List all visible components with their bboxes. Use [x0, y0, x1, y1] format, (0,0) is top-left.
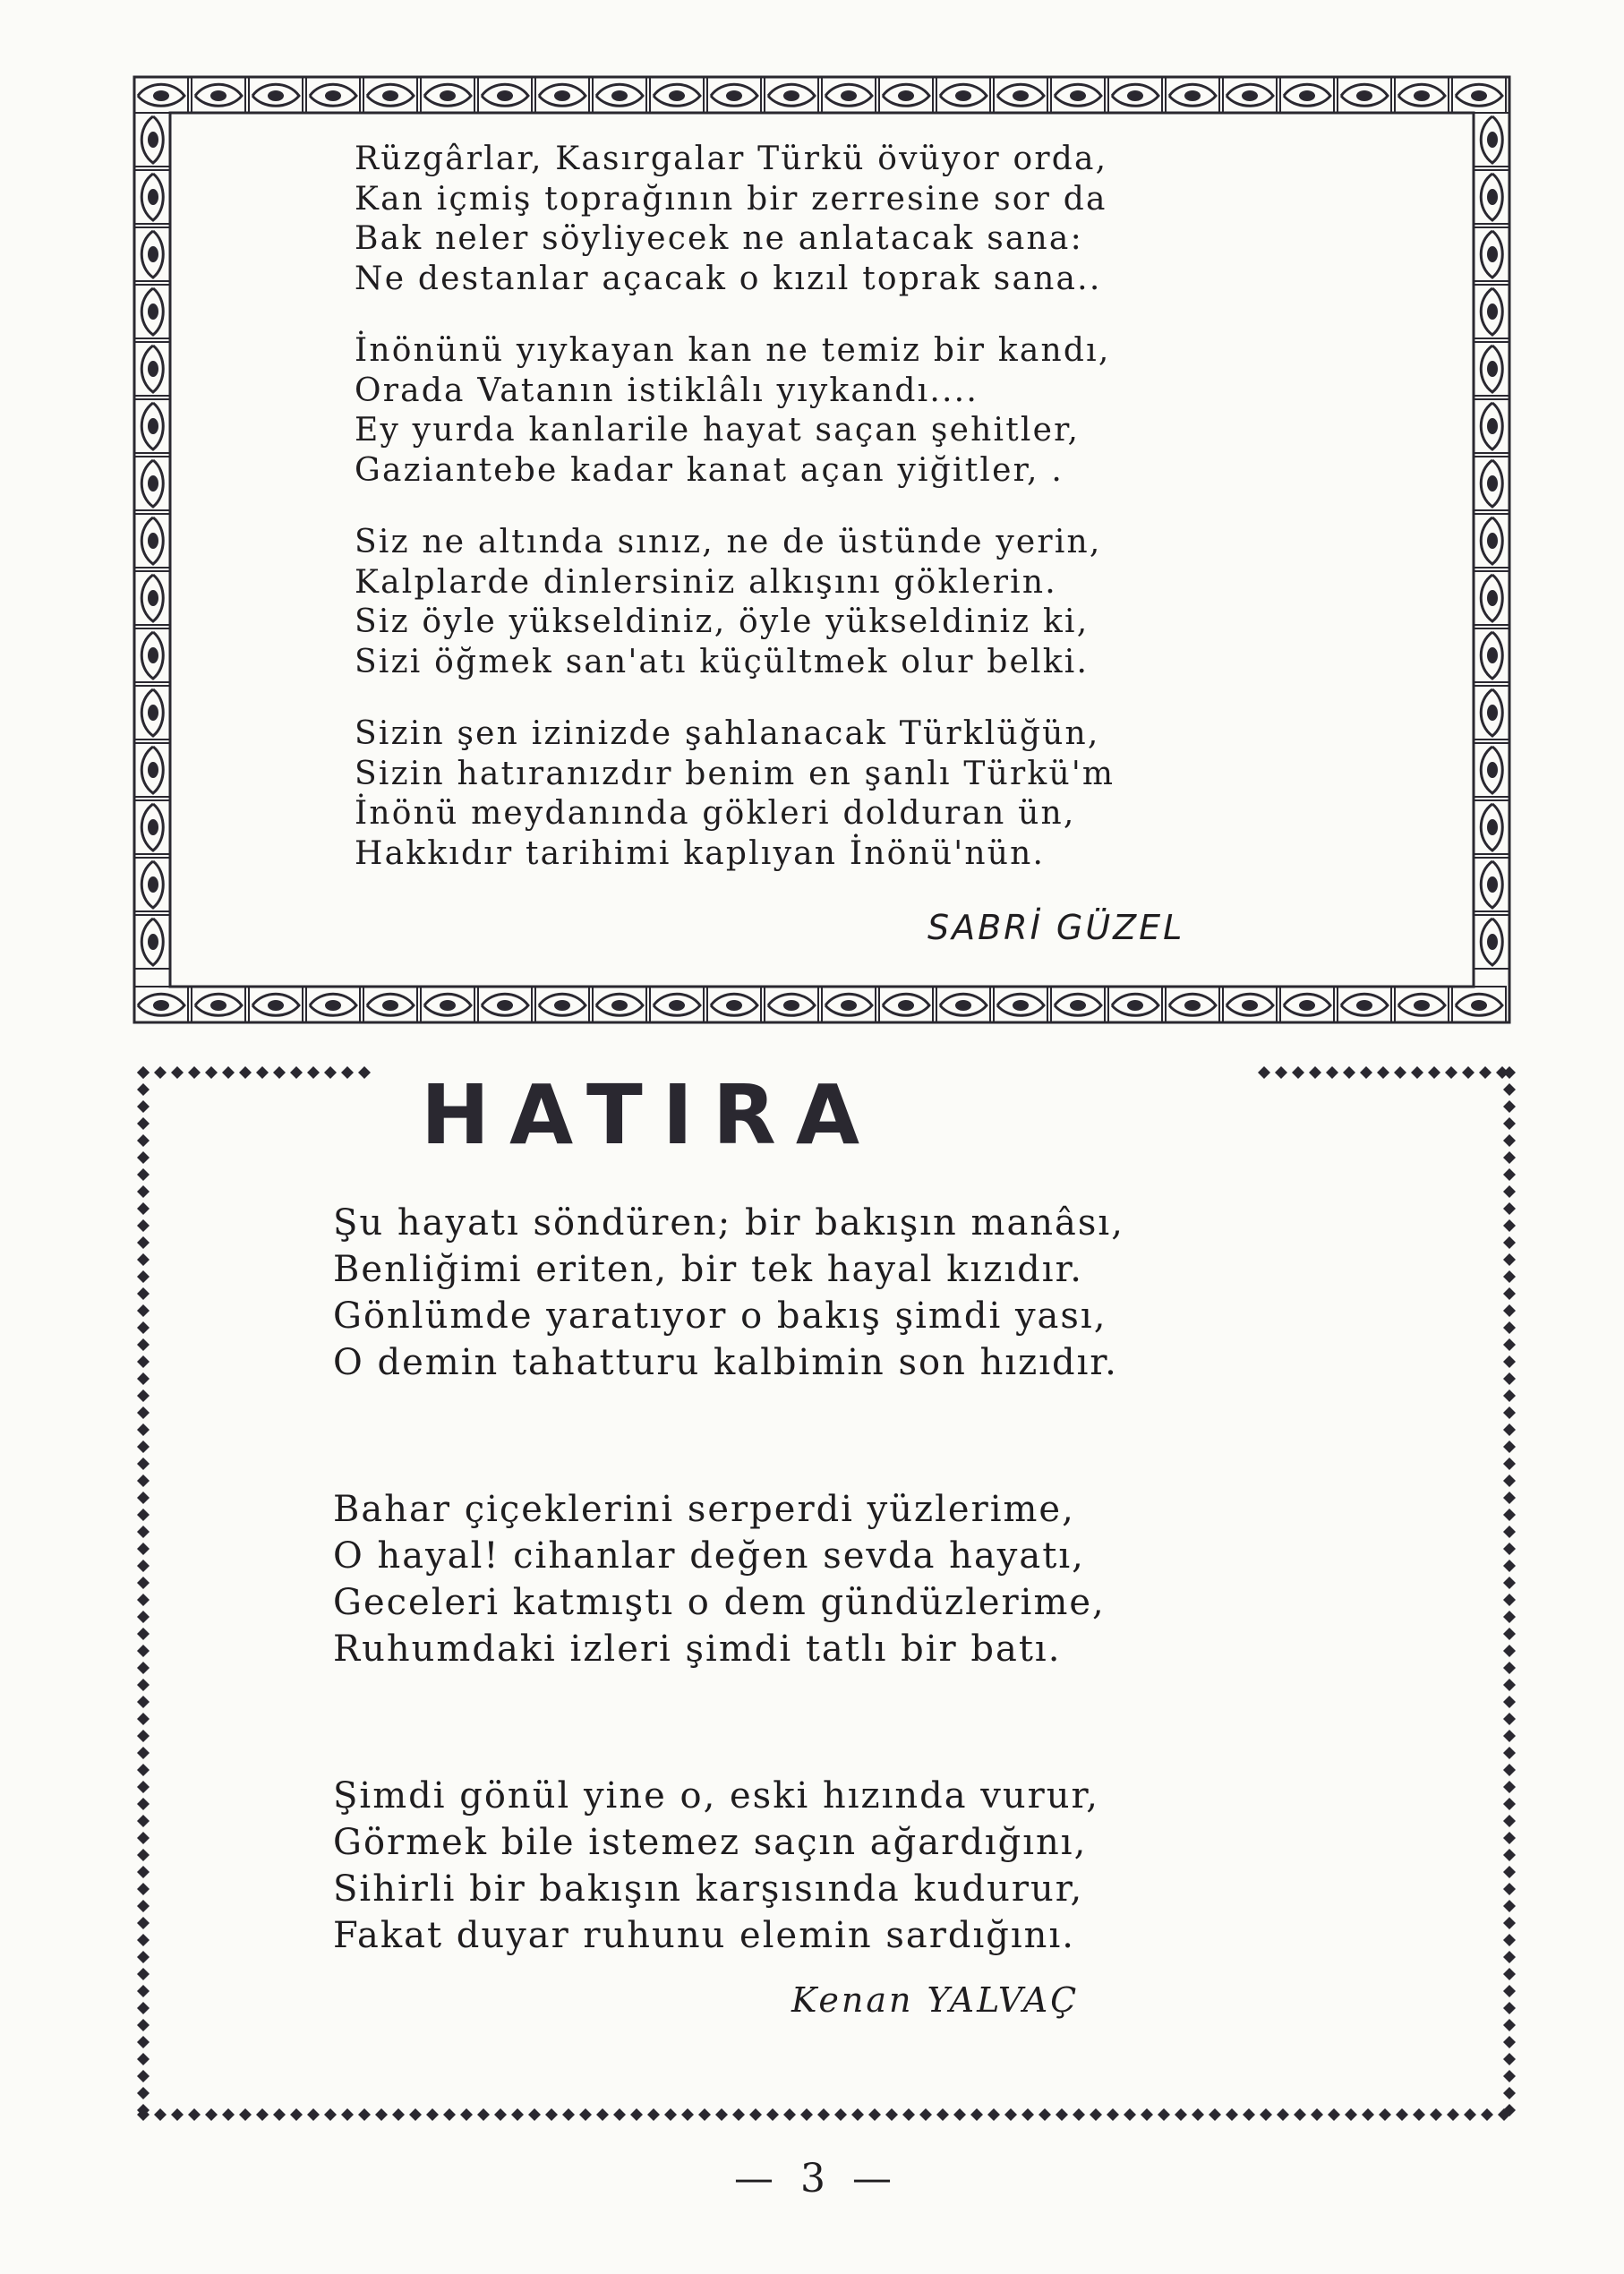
poem-line: Ey yurda kanlarile hayat saçan şehitler, — [355, 412, 1081, 449]
poem-title: HATIRA — [421, 1067, 880, 1163]
poem-line: Benliğimi eriten, bir tek hayal kızıdır. — [333, 1249, 1084, 1290]
poem-author: SABRİ GÜZEL — [927, 908, 1185, 947]
poem-line: Bak neler söyliyecek ne anlatacak sana: — [355, 220, 1083, 257]
poem-line: Sizi öğmek san'atı küçültmek olur belki. — [355, 643, 1090, 680]
poem-line: Şimdi gönül yine o, eski hızında vurur, — [333, 1775, 1099, 1817]
poem-line: Orada Vatanın istiklâlı yıykandı.... — [355, 372, 979, 409]
stanza — [333, 1200, 1336, 1386]
poem-line: Hakkıdır tarihimi kaplıyan İnönü'nün. — [355, 834, 1046, 872]
poem-line: Kan içmiş toprağının bir zerresine sor da — [355, 180, 1107, 218]
poem-line: Bahar çiçeklerini serperdi yüzlerime, — [333, 1489, 1075, 1530]
poem-line: Ruhumdaki izleri şimdi tatlı bir batı. — [333, 1629, 1062, 1670]
poem-hatira — [333, 1200, 1336, 2059]
poem-line: Gaziantebe kadar kanat açan yiğitler, . — [355, 451, 1064, 489]
stanza — [333, 1486, 1336, 1672]
stanza — [355, 140, 1375, 299]
poem-line: Siz öyle yükseldiniz, öyle yükseldiniz ki, — [355, 603, 1090, 640]
poem-line: Kalplarde dinlersiniz alkışını göklerin. — [355, 563, 1057, 601]
poem-line: Ne destanlar açacak o kızıl toprak sana.. — [355, 260, 1102, 297]
poem-line: O demin tahatturu kalbimin son hızıdır. — [333, 1342, 1118, 1383]
stanza — [355, 714, 1375, 874]
poem-line: Fakat duyar ruhunu elemin sardığını. — [333, 1915, 1075, 1956]
poem-line: Sizin hatıranızdır benim en şanlı Türkü'm — [355, 755, 1115, 792]
poem-line: Şu hayatı söndüren; bir bakışın manâsı, — [333, 1202, 1124, 1244]
poem-line: Rüzgârlar, Kasırgalar Türkü övüyor orda, — [355, 141, 1108, 177]
poem-line: Sihirli bir bakışın karşısında kudurur, — [333, 1868, 1084, 1910]
page-number: — 3 — — [734, 2156, 899, 2201]
poem-line: O hayal! cihanlar değen sevda hayatı, — [333, 1535, 1085, 1577]
poem-line: Gönlümde yaratıyor o bakış şimdi yası, — [333, 1295, 1107, 1337]
stanza — [333, 1773, 1336, 1959]
poem-line: Siz ne altında sınız, ne de üstünde yerin, — [355, 524, 1102, 560]
poem-line: Sizin şen izinizde şahlanacak Türklüğün, — [355, 715, 1100, 752]
poem-line: İnönü meydanında gökleri dolduran ün, — [355, 795, 1076, 832]
poem-inonu — [355, 140, 1375, 906]
stanza — [355, 331, 1375, 491]
poem-line: Geceleri katmıştı o dem gündüzlerime, — [333, 1582, 1106, 1623]
poem-author: Kenan YALVAÇ — [791, 1980, 1080, 2020]
poem-line: Görmek bile istemez saçın ağardığını, — [333, 1822, 1088, 1863]
stanza — [355, 523, 1375, 682]
poem-line: İnönünü yıykayan kan ne temiz bir kandı, — [355, 332, 1111, 369]
